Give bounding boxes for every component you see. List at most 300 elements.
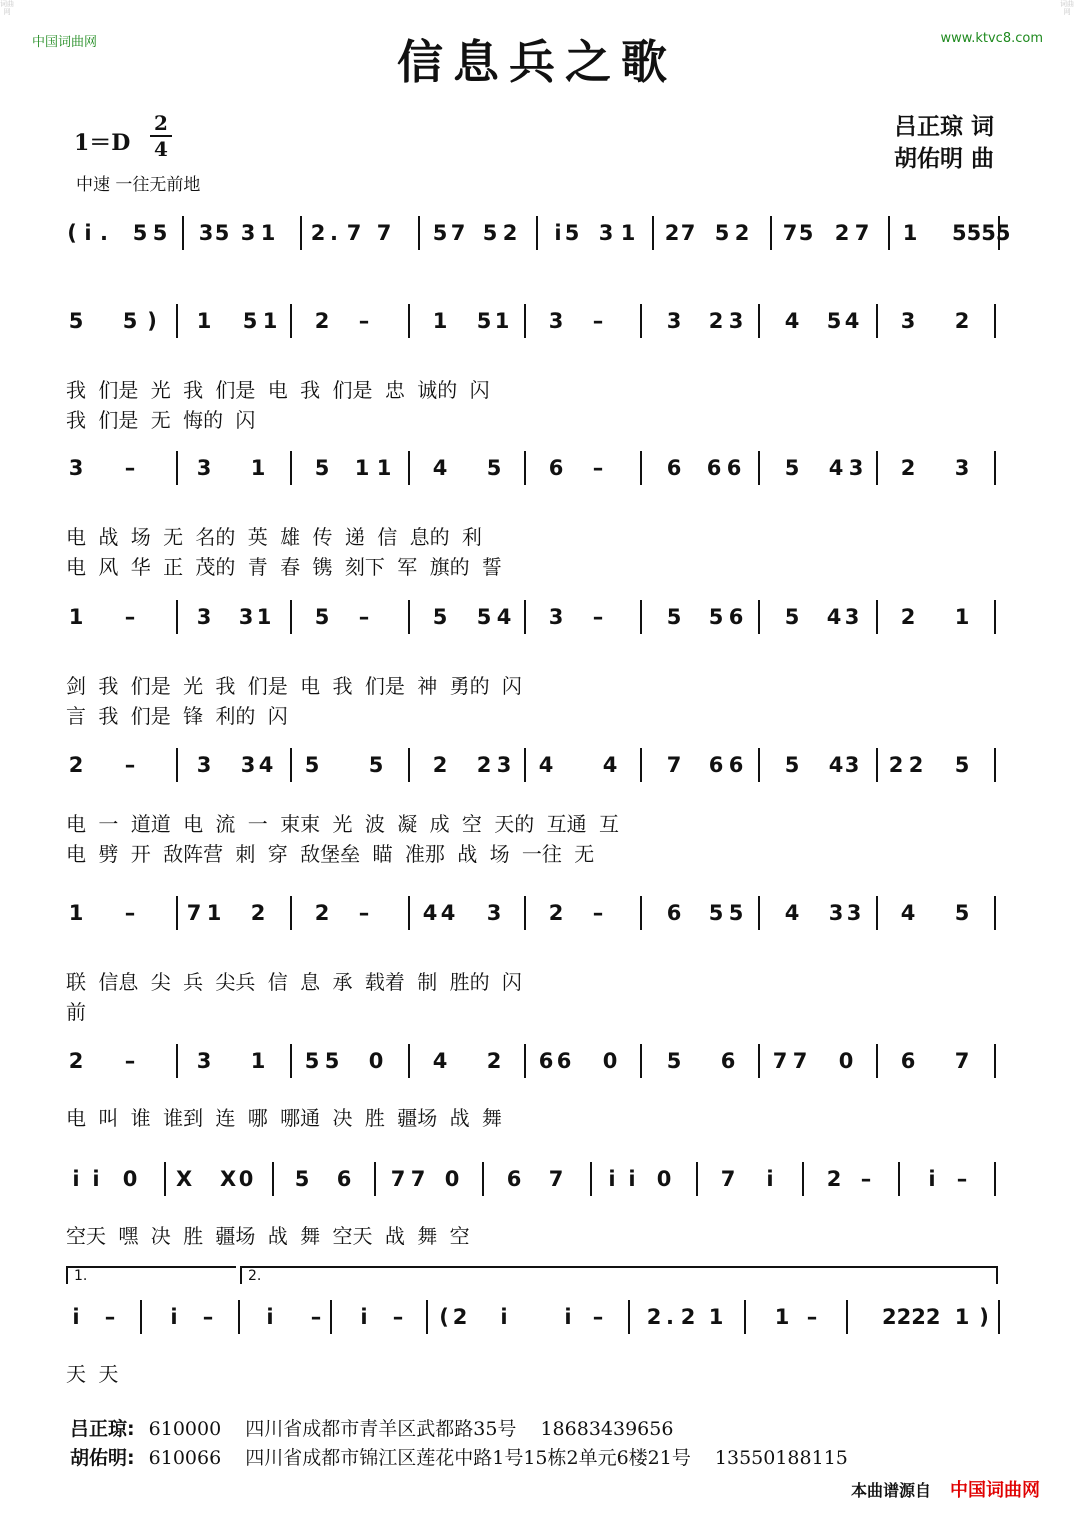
note: i	[608, 1167, 616, 1191]
note: 1	[708, 1305, 724, 1329]
note: 5	[324, 1049, 340, 1073]
note: 6	[708, 753, 724, 777]
note: 2	[826, 1167, 842, 1191]
note: .	[330, 221, 338, 245]
bar-line	[524, 896, 526, 930]
lyrics-line-1: 电 叫 谁 谁到 连 哪 哪通 决 胜 疆场 战 舞	[66, 1106, 502, 1130]
note: 3	[196, 605, 212, 629]
footer-address: 四川省成都市锦江区莲花中路1号15栋2单元6楼21号	[245, 1447, 691, 1469]
note: 2	[834, 221, 850, 245]
score-row	[0, 1296, 1074, 1416]
note: 2	[476, 753, 492, 777]
note: 5	[482, 221, 498, 245]
lyrics-line-2: 电 风 华 正 茂的 青 春 镌 刻下 军 旗的 誓	[66, 555, 502, 579]
note: 5	[476, 309, 492, 333]
note: 6	[666, 456, 682, 480]
note: 5	[368, 753, 384, 777]
note: 4	[828, 456, 844, 480]
bar-line	[696, 1162, 698, 1196]
footer-name: 胡佑明:	[70, 1447, 135, 1469]
score-row	[0, 447, 1074, 579]
bar-line	[758, 1044, 760, 1078]
note: 3	[486, 901, 502, 925]
note: 3	[198, 221, 214, 245]
note: 1	[354, 456, 370, 480]
note: 1	[902, 221, 918, 245]
bar-line	[164, 1162, 166, 1196]
note: 3	[900, 309, 916, 333]
bar-line	[898, 1162, 900, 1196]
bar-line	[876, 896, 878, 930]
bar-line	[408, 451, 410, 485]
footer-zip: 610000	[148, 1418, 222, 1440]
note: 3	[196, 753, 212, 777]
bar-line	[640, 451, 642, 485]
footer-phone: 18683439656	[540, 1418, 674, 1440]
note: X	[176, 1167, 193, 1191]
note: 0	[122, 1167, 138, 1191]
note: 3	[954, 456, 970, 480]
note: 1	[196, 309, 212, 333]
bar-line	[590, 1162, 592, 1196]
note: –	[592, 456, 604, 480]
note: 5	[708, 605, 724, 629]
score-row	[0, 1040, 1074, 1160]
note: 0	[838, 1049, 854, 1073]
bar-line	[876, 600, 878, 634]
note: 4	[496, 605, 512, 629]
footer-address: 四川省成都市青羊区武都路35号	[245, 1418, 517, 1440]
bar-line	[876, 1044, 878, 1078]
bar-line	[770, 216, 772, 250]
note: 1	[250, 456, 266, 480]
bar-line	[524, 600, 526, 634]
note: 5	[294, 1167, 310, 1191]
bar-line	[272, 1162, 274, 1196]
lyrics-line-1: 天 天	[66, 1362, 119, 1386]
time-signature	[150, 112, 172, 160]
footer-line-lyricist	[70, 1414, 673, 1441]
bar-line	[994, 451, 996, 485]
note: 7	[450, 221, 466, 245]
note: 7	[680, 221, 696, 245]
site-name-left[interactable]: 中国词曲网	[32, 35, 98, 50]
note: 4	[602, 753, 618, 777]
note: 7	[186, 901, 202, 925]
note: 5	[314, 605, 330, 629]
note: (	[439, 1305, 449, 1329]
note: 1	[256, 605, 272, 629]
bar-line	[176, 600, 178, 634]
bar-line	[524, 451, 526, 485]
bar-line	[994, 748, 996, 782]
note: 3	[240, 753, 256, 777]
note: 6	[548, 456, 564, 480]
note: 2	[452, 1305, 468, 1329]
note: 5	[152, 221, 168, 245]
note: 5	[564, 221, 580, 245]
note: 5	[432, 605, 448, 629]
note: 5555	[952, 221, 1011, 245]
bar-line	[300, 216, 302, 250]
bar-line	[176, 451, 178, 485]
bar-line	[802, 1162, 804, 1196]
note: 5	[304, 1049, 320, 1073]
note: 3	[598, 221, 614, 245]
bar-line	[640, 304, 642, 338]
bar-line	[640, 600, 642, 634]
note: 1	[774, 1305, 790, 1329]
bar-line	[418, 216, 420, 250]
note: 2	[900, 456, 916, 480]
bar-line	[140, 1300, 142, 1334]
note: 6	[900, 1049, 916, 1073]
note: –	[124, 753, 136, 777]
bar-line	[176, 1044, 178, 1078]
note: 5	[214, 221, 230, 245]
note: –	[124, 456, 136, 480]
note: 7	[410, 1167, 426, 1191]
note: –	[592, 901, 604, 925]
note: X	[220, 1167, 237, 1191]
time-signature-top: 2	[154, 111, 168, 135]
note: 3	[666, 309, 682, 333]
bar-line	[744, 1300, 746, 1334]
note: 2	[548, 901, 564, 925]
bar-line	[640, 1044, 642, 1078]
note: 7	[376, 221, 392, 245]
note: 6	[726, 456, 742, 480]
bar-line	[652, 216, 654, 250]
note: 1	[954, 605, 970, 629]
score-row	[0, 300, 1074, 432]
note: 5	[666, 605, 682, 629]
lyrics-line-2: 前	[66, 1000, 86, 1024]
note: 3	[496, 753, 512, 777]
note: i	[928, 1167, 936, 1191]
note: 5	[666, 1049, 682, 1073]
note: 7	[954, 1049, 970, 1073]
bar-line	[994, 896, 996, 930]
note: –	[806, 1305, 818, 1329]
lyrics-line-1: 我 们是 光 我 们是 电 我 们是 忠 诚的 闪	[66, 378, 490, 402]
note: i	[554, 221, 562, 245]
bar-line	[758, 748, 760, 782]
note: 6	[666, 901, 682, 925]
note: .	[100, 221, 108, 245]
note: 4	[538, 753, 554, 777]
note: 5	[784, 605, 800, 629]
note: 5	[714, 221, 730, 245]
note: 3	[240, 221, 256, 245]
note: 1	[494, 309, 510, 333]
note: –	[956, 1167, 968, 1191]
note: 6	[706, 456, 722, 480]
composer-credit: 胡佑明 曲	[893, 146, 994, 172]
note: i	[92, 1167, 100, 1191]
note: –	[202, 1305, 214, 1329]
note: 7	[548, 1167, 564, 1191]
bar-line	[994, 304, 996, 338]
footer-line-composer	[70, 1443, 848, 1470]
note: 4	[258, 753, 274, 777]
bar-line	[290, 896, 292, 930]
note: 1	[954, 1305, 970, 1329]
note: 4	[440, 901, 456, 925]
lyrics-line-2: 言 我 们是 锋 利的 闪	[66, 704, 288, 728]
note: –	[310, 1305, 322, 1329]
note: –	[104, 1305, 116, 1329]
bar-line	[426, 1300, 428, 1334]
note: 4	[844, 309, 860, 333]
note: 7	[792, 1049, 808, 1073]
note: 1	[68, 605, 84, 629]
lyrics-line-2: 我 们是 无 悔的 闪	[66, 408, 256, 432]
note: 1	[260, 221, 276, 245]
time-signature-bottom: 4	[154, 137, 168, 161]
note: 5	[242, 309, 258, 333]
bar-line	[176, 896, 178, 930]
bar-line	[482, 1162, 484, 1196]
note: 2	[646, 1305, 662, 1329]
note: .	[666, 1305, 674, 1329]
lyrics-line-1: 电 一 道道 电 流 一 束束 光 波 凝 成 空 天的 互通 互	[66, 812, 620, 836]
note: 2	[250, 901, 266, 925]
note: 0	[368, 1049, 384, 1073]
note: 2	[734, 221, 750, 245]
score-row	[0, 744, 1074, 864]
note: 2	[432, 753, 448, 777]
note: 2	[314, 901, 330, 925]
volta-first-ending: 1.	[66, 1266, 236, 1284]
note: 0	[238, 1167, 254, 1191]
bar-line	[524, 304, 526, 338]
note: 7	[854, 221, 870, 245]
score-row	[0, 1158, 1074, 1278]
note: 5	[304, 753, 320, 777]
note: –	[392, 1305, 404, 1329]
note: 3	[844, 605, 860, 629]
bar-line	[290, 451, 292, 485]
bar-line	[238, 1300, 240, 1334]
volta-second-ending: 2.	[240, 1266, 998, 1284]
note: –	[124, 1049, 136, 1073]
note: 4	[432, 1049, 448, 1073]
note: –	[592, 605, 604, 629]
lyrics-line-1: 空天 嘿 决 胜 疆场 战 舞 空天 战 舞 空	[66, 1224, 470, 1248]
note: 5	[432, 221, 448, 245]
note: 6	[538, 1049, 554, 1073]
note: 2	[502, 221, 518, 245]
bar-line	[408, 1044, 410, 1078]
bar-line	[640, 748, 642, 782]
bar-line	[888, 216, 890, 250]
note: 1	[206, 901, 222, 925]
note: 7	[390, 1167, 406, 1191]
bar-line	[994, 1044, 996, 1078]
note: 4	[422, 901, 438, 925]
note: 2222	[882, 1305, 941, 1329]
lyrics-line-1: 剑 我 们是 光 我 们是 电 我 们是 神 勇的 闪	[66, 674, 522, 698]
note: 5	[954, 901, 970, 925]
note: 3	[848, 456, 864, 480]
note: i	[266, 1305, 274, 1329]
note: )	[979, 1305, 989, 1329]
bar-line	[176, 748, 178, 782]
note: 4	[826, 605, 842, 629]
bar-line	[876, 304, 878, 338]
note: 2	[486, 1049, 502, 1073]
bar-line	[290, 748, 292, 782]
note: –	[358, 901, 370, 925]
note: 3	[548, 605, 564, 629]
note: 2	[908, 753, 924, 777]
bar-line	[998, 1300, 1000, 1334]
score-row	[0, 892, 1074, 1024]
note: 6	[336, 1167, 352, 1191]
bar-line	[536, 216, 538, 250]
note: 5	[708, 901, 724, 925]
watermark-right: 词曲网	[1060, 0, 1074, 16]
note: 0	[602, 1049, 618, 1073]
note: i	[72, 1305, 80, 1329]
note: –	[358, 605, 370, 629]
note: 2	[900, 605, 916, 629]
bar-line	[524, 1044, 526, 1078]
note: 1	[620, 221, 636, 245]
bar-line	[330, 1300, 332, 1334]
lyricist-credit: 吕正琼 词	[893, 114, 994, 140]
score-row	[0, 596, 1074, 728]
note: 3	[728, 309, 744, 333]
bar-line	[408, 896, 410, 930]
note: 5	[476, 605, 492, 629]
note: 5	[798, 221, 814, 245]
note: 1	[262, 309, 278, 333]
note: 3	[846, 901, 862, 925]
bar-line	[408, 748, 410, 782]
bar-line	[758, 304, 760, 338]
note: 1	[68, 901, 84, 925]
note: 6	[506, 1167, 522, 1191]
note: –	[358, 309, 370, 333]
lyrics-line-1: 联 信息 尖 兵 尖兵 信 息 承 载着 制 胜的 闪	[66, 970, 522, 994]
note: 2	[664, 221, 680, 245]
note: 2	[68, 753, 84, 777]
bar-line	[408, 304, 410, 338]
note: 2	[954, 309, 970, 333]
note: 3	[196, 456, 212, 480]
note: 5	[486, 456, 502, 480]
bar-line	[290, 304, 292, 338]
song-title: 信息兵之歌	[397, 35, 677, 89]
note: 3	[68, 456, 84, 480]
note: 3	[548, 309, 564, 333]
note: (	[67, 221, 77, 245]
key-signature: 1＝D	[74, 130, 131, 156]
bar-line	[876, 748, 878, 782]
note: i	[564, 1305, 572, 1329]
note: 4	[900, 901, 916, 925]
bar-line	[758, 600, 760, 634]
bar-line	[758, 451, 760, 485]
note: 5	[314, 456, 330, 480]
bar-line	[374, 1162, 376, 1196]
note: –	[592, 309, 604, 333]
note: 5	[122, 309, 138, 333]
note: 5	[954, 753, 970, 777]
lyrics-line-2: 电 劈 开 敌阵营 刺 穿 敌堡垒 瞄 准那 战 场 一往 无	[66, 842, 595, 866]
note: 1	[376, 456, 392, 480]
bar-line	[176, 304, 178, 338]
note: 7	[772, 1049, 788, 1073]
source-site-link[interactable]: 中国词曲网	[950, 1480, 1040, 1501]
site-url-right[interactable]: www.ktvc8.com	[940, 31, 1043, 46]
note: 6	[720, 1049, 736, 1073]
note: 2	[888, 753, 904, 777]
note: 3	[238, 605, 254, 629]
note: i	[628, 1167, 636, 1191]
note: 7	[666, 753, 682, 777]
note: 4	[784, 309, 800, 333]
note: 4	[828, 753, 844, 777]
note: 0	[656, 1167, 672, 1191]
note: 7	[782, 221, 798, 245]
note: 2	[708, 309, 724, 333]
bar-line	[524, 748, 526, 782]
note: i	[84, 221, 92, 245]
note: –	[860, 1167, 872, 1191]
bar-line	[994, 1162, 996, 1196]
note: )	[147, 309, 157, 333]
note: 4	[432, 456, 448, 480]
note: 6	[728, 753, 744, 777]
note: 6	[556, 1049, 572, 1073]
note: 3	[196, 1049, 212, 1073]
lyrics-line-1: 电 战 场 无 名的 英 雄 传 递 信 息的 利	[66, 525, 482, 549]
footer-phone: 13550188115	[714, 1447, 848, 1469]
bar-line	[994, 600, 996, 634]
note: 2	[310, 221, 326, 245]
note: 4	[784, 901, 800, 925]
note: 1	[250, 1049, 266, 1073]
note: i	[72, 1167, 80, 1191]
bar-line	[290, 1044, 292, 1078]
note: 2	[314, 309, 330, 333]
note: i	[500, 1305, 508, 1329]
note: –	[124, 605, 136, 629]
note: –	[592, 1305, 604, 1329]
source-label: 本曲谱源自	[850, 1481, 931, 1500]
note: 5	[728, 901, 744, 925]
note: –	[124, 901, 136, 925]
note: 3	[844, 753, 860, 777]
note: 5	[68, 309, 84, 333]
note: 1	[432, 309, 448, 333]
note: 5	[132, 221, 148, 245]
footer-name: 吕正琼:	[70, 1418, 135, 1440]
note: 7	[720, 1167, 736, 1191]
note: 6	[728, 605, 744, 629]
note: 7	[346, 221, 362, 245]
bar-line	[182, 216, 184, 250]
bar-line	[876, 451, 878, 485]
footer-zip: 610066	[148, 1447, 222, 1469]
watermark-left: 词曲网	[0, 0, 14, 16]
note: 5	[826, 309, 842, 333]
note: i	[766, 1167, 774, 1191]
bar-line	[758, 896, 760, 930]
